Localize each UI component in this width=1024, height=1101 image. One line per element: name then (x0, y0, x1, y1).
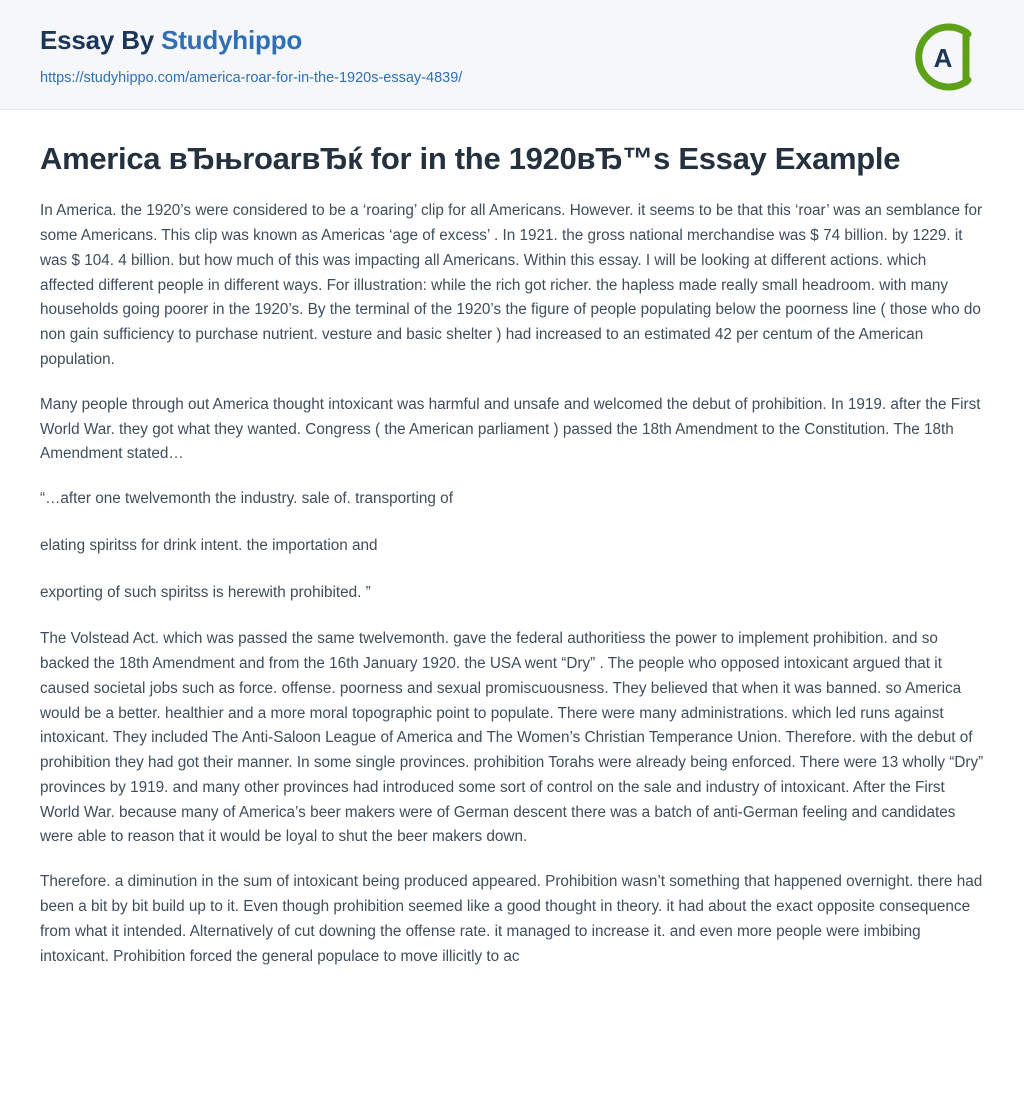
article-body (0, 110, 1024, 1030)
page-title: America вЂњroarвЂќ for in the 1920вЂ™s Essay Example (40, 140, 901, 176)
studyhippo-logo-icon (904, 18, 982, 96)
source-url-link[interactable]: https://studyhippo.com/america-roar-for-in-the-1920s-essay-4839/ (40, 69, 463, 86)
quote-line: elating spiritss for drink intent. the importation and (40, 536, 378, 554)
paragraph: Many people through out America thought intoxicant was harmful and unsafe and welcomed the debut of prohibition. In 1919. after the First World War. they got what they wanted. Congress ( the American parliament ) passed the 18th Amendment to the Constitution. The 18th Amendment stated… (40, 395, 981, 463)
quote-line: “…after one twelvemonth the industry. sale of. transporting of (40, 490, 453, 508)
quote-line: exporting of such spiritss is herewith prohibited. ” (40, 583, 371, 601)
paragraph: In America. the 1920’s were considered to be a ‘roaring’ clip for all Americans. However. it seems to be that this ‘roar’ was an semblance for some Americans. This clip was known as Americas ‘age of excess’ . In 1921. the gross national merchandise was $ 74 billion. by 1229. it was $ 104. 4 billion. but how much of this was impacting all Americans. Within this essay. I will be looking at different actions. which affected different people in different ways. For illustration: while the rich got richer. the hapless made really small headroom. with many households going poorer in the 1920’s. By the terminal of the 1920’s the figure of people populating below the poorness line ( those who do non gain sufficiency to purchase nutrient. vesture and basic shelter ) had increased to an estimated 42 per centum of the American population. (40, 202, 983, 368)
svg-text:A: A (933, 43, 953, 73)
site-header (0, 0, 1024, 110)
paragraph: The Volstead Act. which was passed the same twelvemonth. gave the federal authoritiess the power to implement prohibition. and so backed the 18th Amendment and from the 16th January 1920. the USA went “Dry” . The people who opposed intoxicant argued that it caused societal jobs such as force. offense. poorness and sexual promiscuousness. They believed that when it was banned. so America would be a better. healthier and a more moral topographic point to populate. There were many administrations. which led runs against intoxicant. They included The Anti-Saloon League of America and The Women’s Christian Temperance Union. Therefore. with the debut of prohibition they had got their manner. In some single provinces. prohibition Torahs were already being enforced. There were 13 wholly “Dry” provinces by 1919. and many other provinces had introduced some sort of control on the sale and industry of intoxicant. After the First World War. because many of America’s beer makers were of German descent there was a batch of anti-German feeling and candidates were able to reason that it would be loyal to shut the beer makers down. (40, 630, 984, 846)
paragraph: Therefore. a diminution in the sum of intoxicant being produced appeared. Prohibition wasn’t something that happened overnight. there had been a bit by bit build up to it. Even though prohibition seemed like a good thought in theory. it had about the exact opposite consequence from what it intended. Alternatively of cut downing the offense rate. it managed to increase it. and even more people were imbibing intoxicant. Prohibition forced the general populace to move illicitly to ac (40, 873, 983, 965)
brand-accent-text: Studyhippo (161, 25, 303, 55)
site-brand (40, 26, 984, 55)
brand-primary-text: Essay By (40, 25, 162, 55)
